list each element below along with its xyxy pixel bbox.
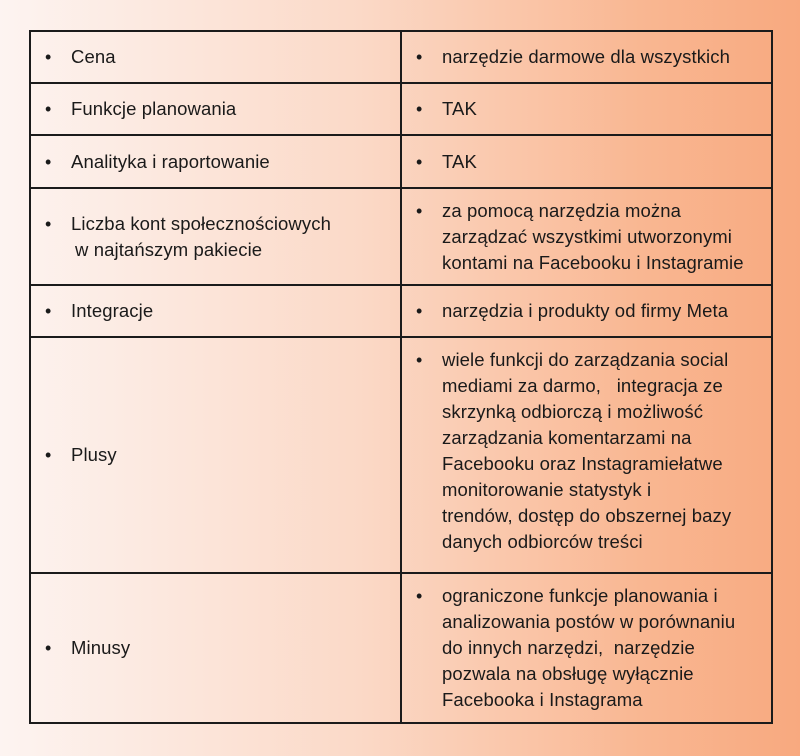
comparison-table — [29, 30, 773, 724]
row-label-cell — [30, 337, 401, 573]
bullet-icon: • — [45, 445, 52, 465]
row-value-line: ograniczone funkcje planowania i — [442, 585, 718, 606]
bullet-icon: • — [416, 47, 423, 67]
row-label-cell — [30, 83, 401, 135]
row-value-line: trendów, dostęp do obszernej bazy — [442, 505, 732, 526]
bullet-icon: • — [45, 638, 52, 658]
row-value-line: analizowania postów w porównaniu — [442, 611, 736, 632]
row-value-cell — [401, 337, 772, 573]
row-label-cell — [30, 188, 401, 285]
bullet-icon: • — [416, 99, 423, 119]
bullet-icon: • — [45, 151, 52, 172]
row-value-line: danych odbiorców treści — [442, 531, 643, 552]
row-label-cell — [30, 135, 401, 188]
bullet-icon: • — [45, 47, 52, 67]
bullet-icon: • — [416, 586, 423, 606]
row-value: narzędzie darmowe dla wszystkich — [442, 46, 731, 67]
row-value-cell — [401, 285, 772, 337]
table-row — [30, 337, 772, 573]
bullet-icon: • — [45, 99, 52, 119]
row-label: Integracje — [71, 300, 154, 321]
row-value: narzędzia i produkty od firmy Meta — [442, 300, 729, 321]
row-value-cell — [401, 188, 772, 285]
row-label: Funkcje planowania — [71, 98, 237, 119]
row-label-line: Liczba kont społecznościowych — [71, 212, 331, 234]
row-label: Minusy — [71, 637, 131, 658]
row-value-line: mediami za darmo, integracja ze — [442, 375, 723, 396]
row-label: Cena — [71, 46, 116, 67]
row-value-line: skrzynką odbiorczą i możliwość — [442, 401, 704, 422]
row-value: TAK — [442, 98, 477, 119]
table-row — [30, 285, 772, 337]
table-row — [30, 188, 772, 285]
row-value-line: Facebooka i Instagrama — [442, 689, 643, 710]
bullet-icon: • — [416, 350, 423, 370]
comparison-table-container — [29, 30, 771, 724]
row-value-line: monitorowanie statystyk i — [442, 479, 652, 500]
bullet-icon: • — [416, 301, 423, 321]
row-value-cell — [401, 573, 772, 723]
row-label-cell — [30, 31, 401, 83]
row-value-line: zarządzać wszystkimi utworzonymi — [442, 225, 733, 247]
row-label: Plusy — [71, 444, 117, 465]
bullet-icon: • — [416, 200, 423, 221]
row-value-line: kontami na Facebooku i Instagramie — [442, 251, 744, 273]
table-row — [30, 135, 772, 188]
row-value-line: zarządzania komentarzami na — [442, 427, 692, 448]
row-value-cell — [401, 31, 772, 83]
row-label-cell — [30, 573, 401, 723]
row-label-cell — [30, 285, 401, 337]
table-row — [30, 83, 772, 135]
table-row — [30, 573, 772, 723]
row-value: TAK — [442, 150, 477, 172]
row-value-line: pozwala na obsługę wyłącznie — [442, 663, 694, 684]
row-value-cell — [401, 135, 772, 188]
row-value-line: za pomocą narzędzia można — [442, 199, 682, 221]
row-value-cell — [401, 83, 772, 135]
bullet-icon: • — [45, 213, 52, 234]
bullet-icon: • — [416, 151, 423, 172]
row-value-line: wiele funkcji do zarządzania social — [442, 349, 729, 370]
row-value-line: do innych narzędzi, narzędzie — [442, 637, 695, 658]
row-label: Analityka i raportowanie — [71, 150, 270, 172]
row-label-line: w najtańszym pakiecie — [75, 238, 263, 260]
bullet-icon: • — [45, 301, 52, 321]
table-row — [30, 31, 772, 83]
row-value-line: Facebooku oraz Instagramiełatwe — [442, 453, 723, 474]
